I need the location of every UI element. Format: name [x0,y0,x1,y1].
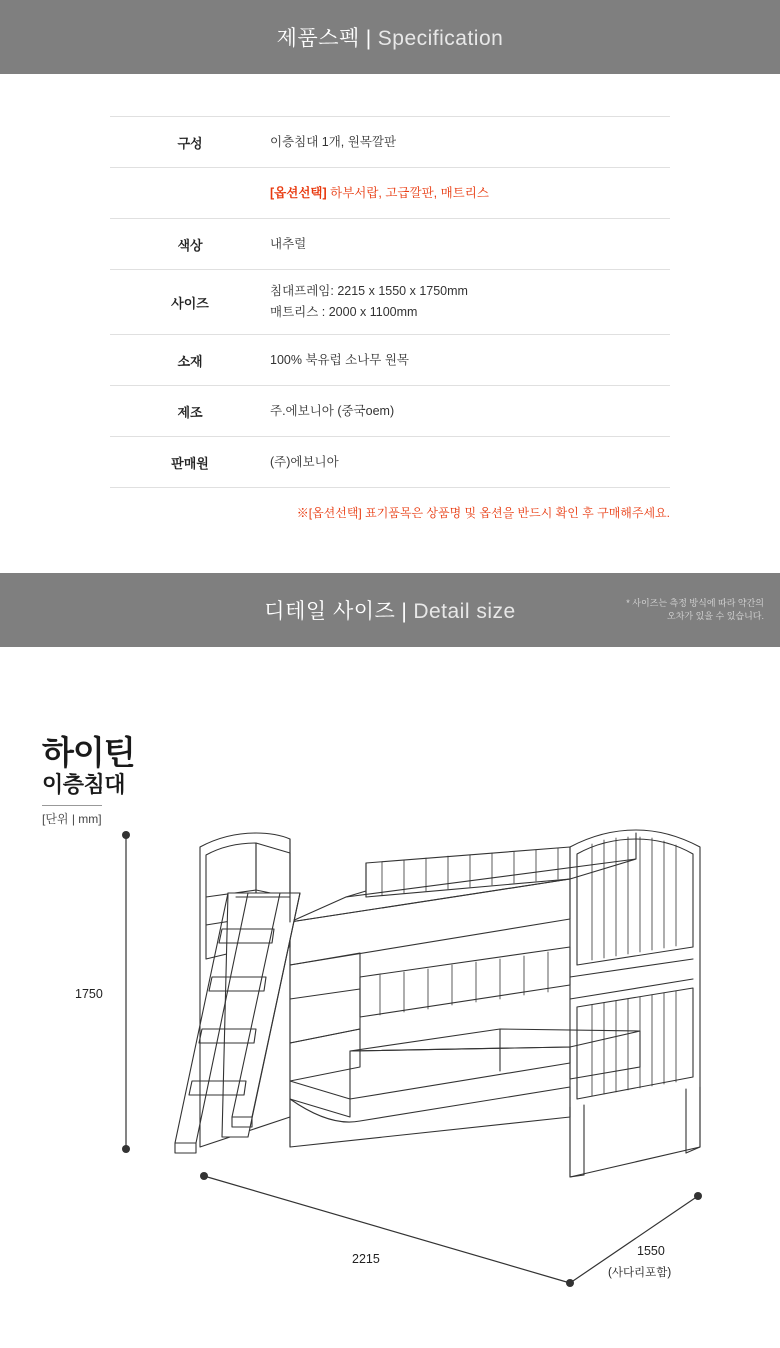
table-row [110,270,670,335]
spec-section-header [0,0,780,74]
spec-value-size-frame: 침대프레임: 2215 x 1550 x 1750mm [270,284,468,298]
bunk-bed-line-drawing [0,647,780,1329]
spec-value-option [270,168,670,219]
spec-section-title [277,22,504,52]
table-row [110,117,670,168]
table-row [110,168,670,219]
spec-label: 판매원 [171,455,209,471]
detail-section-header [0,573,780,647]
spec-title-en: Specification [377,27,504,50]
spec-title-ko: 제품스펙 [276,27,360,50]
dimension-depth-note: (사다리포함) [608,1267,672,1279]
brand-line2: 이층침대 [42,772,126,797]
table-row [110,335,670,386]
detail-size-note-line2: 오차가 있을 수 있습니다. [667,611,764,621]
detail-size-note-line1: * 사이즈는 측정 방식에 따라 약간의 [626,598,764,608]
spec-table [110,116,670,488]
detail-size-drawing-area [0,647,780,1329]
detail-section-title [264,595,515,625]
spec-label [110,168,270,219]
option-tag: [옵션선택] [270,185,327,200]
unit-label: [단위 | mm] [42,805,102,827]
spec-footnote: ※[옵션선택] 표기품목은 상품명 및 옵션을 반드시 확인 후 구매해주세요. [296,506,670,520]
spec-label: 소재 [177,353,203,369]
brand-line1: 하이틴 [42,734,135,771]
detail-title-separator: | [401,600,408,623]
spec-value-size-mattress: 매트리스 : 2000 x 1100mm [270,305,418,319]
spec-label: 사이즈 [171,295,209,311]
table-row [110,386,670,437]
detail-title-ko: 디테일 사이즈 [264,600,396,623]
spec-value: 100% 북유럽 소나무 원목 [270,352,409,367]
dimension-width-label: 2215 [352,1252,380,1266]
spec-title-separator: | [365,27,372,50]
table-row [110,437,670,488]
spec-label: 색상 [177,237,203,253]
spec-label: 구성 [177,135,203,151]
table-row [110,219,670,270]
spacer [0,521,780,573]
spec-value-size [270,270,670,335]
dimension-depth-label: 1550 [637,1244,665,1258]
spec-value: 이층침대 1개, 원목깔판 [270,134,397,149]
spec-value: 주.에보니아 (중국oem) [270,403,395,418]
detail-title-en: Detail size [413,600,516,623]
spec-label: 제조 [177,404,203,420]
option-value: 하부서랍, 고급깔판, 매트리스 [326,185,489,200]
dimension-height-label: 1750 [75,987,103,1001]
spec-value: 내추럴 [270,236,307,251]
spec-value: (주)에보니아 [270,454,339,469]
spec-table-wrap [0,74,780,521]
detail-size-note [626,597,764,623]
